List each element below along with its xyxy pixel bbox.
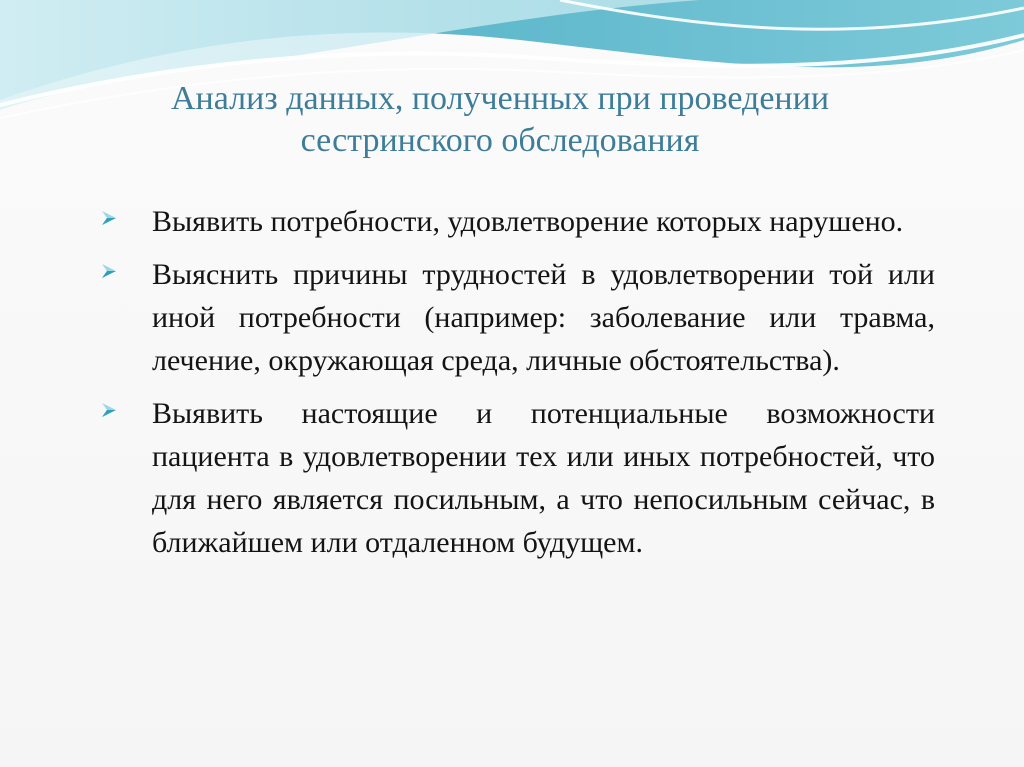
slide-title-line-1: Анализ данных, полученных при проведении: [170, 80, 830, 117]
bullet-text: Выявить потребности, удовлетворение которых нарушено.: [152, 205, 904, 238]
bullet-item: [100, 253, 935, 382]
bullet-list: [100, 200, 935, 574]
arrow-bullet-icon: [100, 400, 120, 420]
slide-title-line-2: сестринского обследования: [300, 122, 700, 159]
slide-title: [60, 78, 940, 162]
bullet-item: [100, 200, 935, 243]
bullet-item: [100, 392, 935, 564]
arrow-bullet-icon: [100, 208, 120, 228]
bullet-text: Выявить настоящие и потенциальные возможности пациента в удовлетворении тех или иных потребностей, что для него является посильным, а что непосильным сейчас, в ближайшем или отдаленном будущем.: [152, 397, 935, 559]
arrow-bullet-icon: [100, 261, 120, 281]
bullet-text: Выяснить причины трудностей в удовлетворении той или иной потребности (например: заболевание или травма, лечение, окружающая среда, личные обстоятельства).: [152, 258, 935, 377]
